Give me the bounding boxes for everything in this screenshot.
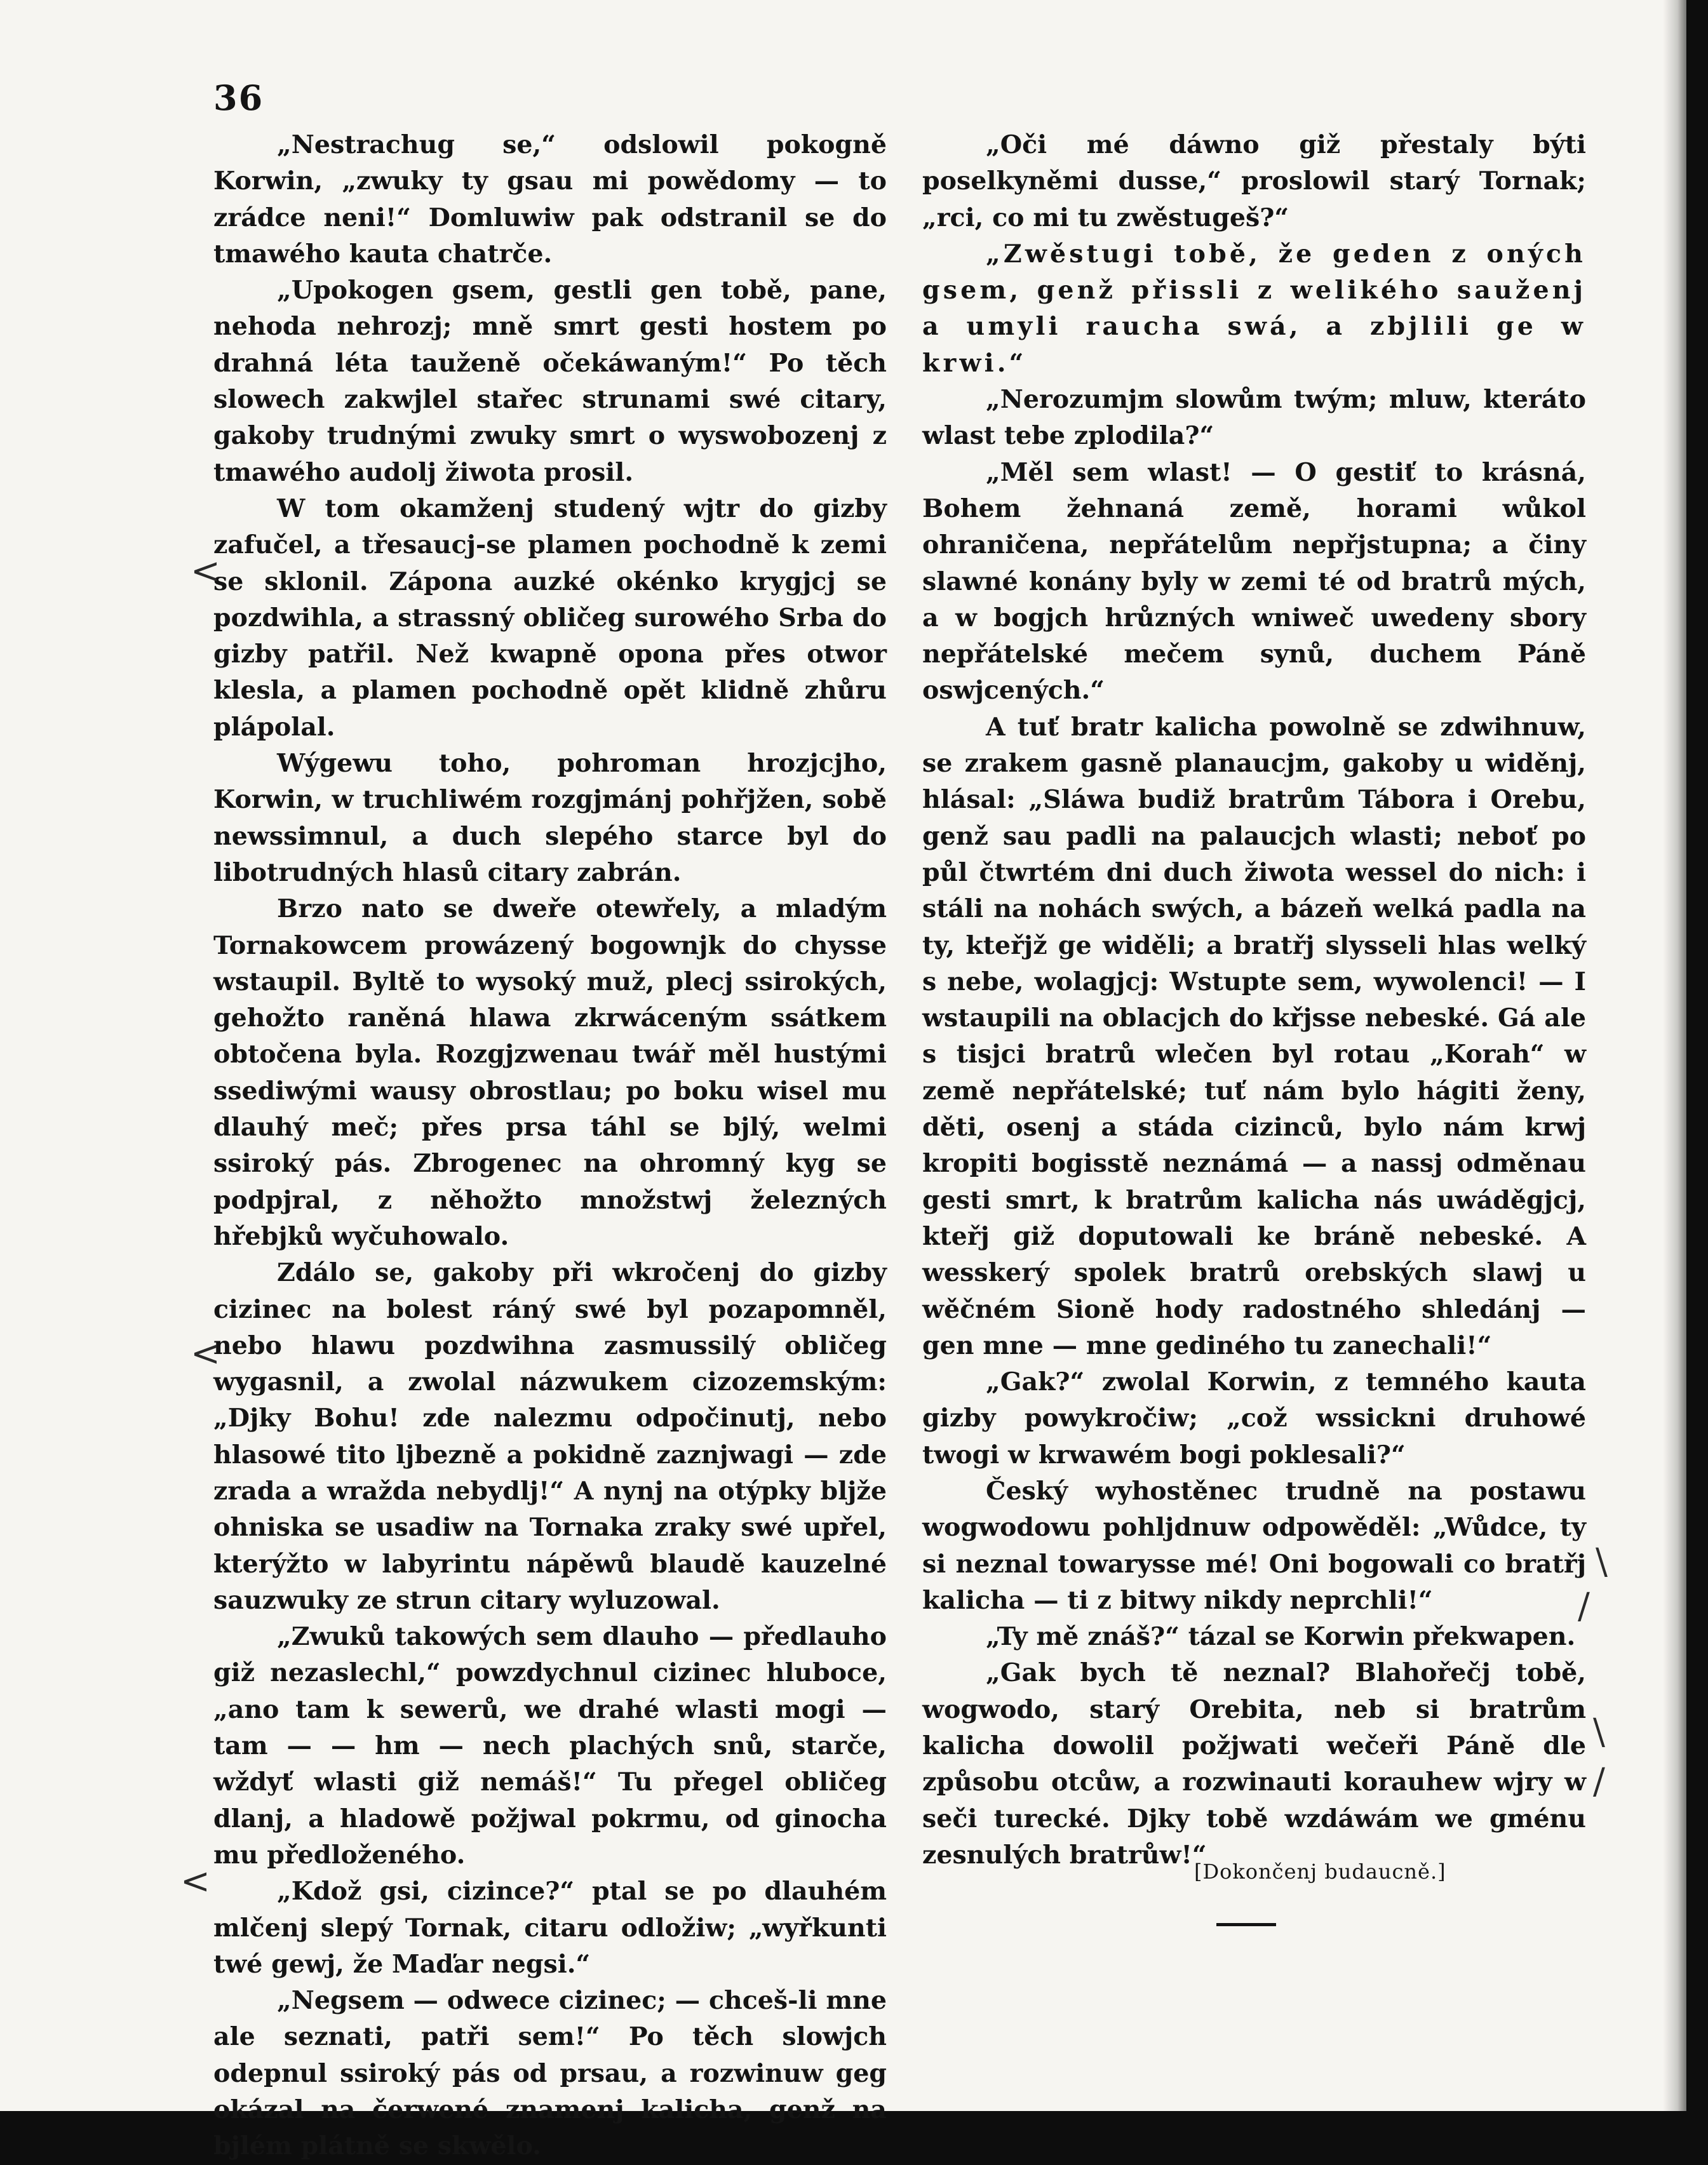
paragraph: „Oči mé dáwno giž přestaly býti poselkyněmi dusse,“ proslowil starý Tornak; „rci, co mi tu zwěstugeš?“: [922, 130, 1586, 232]
paragraph-spaced: „Zwěstugi tobě, že geden z oných gsem, genž přissli z welikého sauženj a umyli raucha swá, a zbjlili ge w krwi.“: [922, 239, 1586, 378]
paragraph: „Měl sem wlast! — O gestiť to krásná, Bohem žehnaná země, horami wůkol ohraničena, nepřátelům nepřjstupna; a činy slawné konány byly w zemi té od bratrů mých, a w bogjch hrůzných wniweč uwedeny sbory nepřátelské mečem synů, duchem Páně oswjcených.“: [922, 457, 1586, 706]
margin-mark: \: [1596, 1541, 1608, 1583]
margin-mark: /: [1593, 1761, 1605, 1802]
paragraph: Zdálo se, gakoby při wkročenj do gizby cizinec na bolest ráný swé byl pozapomněl, nebo hlawu pozdwihna zasmussilý obličeg wygasnil, a zwolal názwukem cizozemským: „Djky Bohu! zde nalezmu odpočinutj, nebo hlasowé tito ljbezně a pokidně zaznjwagi — zde zrada a wražda nebydlj!“ A nynj na otýpky bljže ohniska se usadiw na Tornaka zraky swé upřel, kterýžto w labyrintu nápěwů blaudě kauzelné sauzwuky ze strun citary wyluzowal.: [213, 1258, 887, 1615]
paragraph: Wýgewu toho, pohroman hrozjcjho, Korwin, w truchliwém rozgjmánj pohřjžen, sobě newssimnul, a duch slepého starce byl do libotrudných hlasů citary zabrán.: [213, 749, 887, 887]
right-column: [922, 127, 1586, 1873]
margin-mark: <: [191, 1333, 220, 1374]
paragraph: „Ty mě znáš?“ tázal se Korwin překwapen.: [986, 1622, 1576, 1652]
paragraph: Brzo nato se dweře otewřely, a mladým Tornakowcem prowázený bogownjk do chysse wstaupil. Byltě to wysoký muž, plecj ssirokých, gehožto raněná hlawa zkrwáceným ssátkem obtočena byla. Rozgjzwenau twář měl hustými ssediwými wausy obrostlau; po boku wisel mu dlauhý meč; přes prsa táhl se bjlý, welmi ssiroký pás. Zbrogenec na ohromný kyg se podpjral, z něhožto množstwj železných hřebjků wyčuhowalo.: [213, 894, 887, 1251]
left-column: [213, 127, 887, 2165]
paragraph: „Gak?“ zwolal Korwin, z temného kauta gizby powykročiw; „což wssickni druhowé twogi w krwawém bogi poklesali?“: [922, 1367, 1586, 1470]
paragraph: „Kdož gsi, cizince?“ ptal se po dlauhém mlčenj slepý Tornak, citaru odložiw; „wyřkunti twé gewj, že Maďar negsi.“: [213, 1877, 887, 1979]
paragraph: „Zwuků takowých sem dlauho — předlauho giž nezaslechl,“ powzdychnul cizinec hluboce, „ano tam k sewerů, we drahé wlasti mogi — tam — — hm — nech plachých snů, starče, wždyť wlasti giž nemáš!“ Tu přegel obličeg dlanj, a hladowě požjwal pokrmu, od ginocha mu předloženého.: [213, 1622, 887, 1870]
paragraph: „Negsem — odwece cizinec; — chceš-li mne ale seznati, patři sem!“ Po těch slowjch odepnul ssiroký pás od prsau, a rozwinuw geg okázal na čerwené znamenj kalicha, genž na bjlém plátně se skwělo.: [213, 1986, 887, 2161]
margin-mark: <: [180, 1861, 210, 1902]
margin-mark: /: [1578, 1586, 1590, 1627]
paragraph: „Upokogen gsem, gestli gen tobě, pane, nehoda nehrozj; mně smrt gesti hostem po drahná léta tauženě očekáwaným!“ Po těch slowech zakwjlel stařec strunami swé citary, gakoby trudnými zwuky smrt o wyswobozenj z tmawého audolj žiwota prosil.: [213, 276, 887, 487]
paragraph: W tom okamženj studený wjtr do gizby zafučel, a třesaucj-se plamen pochodně k zemi se sklonil. Zápona auzké okénko krygjcj se pozdwihla, a strassný obličeg surowého Srba do gizby patřil. Než kwapně opona přes otwor klesla, a plamen pochodně opět klidně zhůru plápolal.: [213, 493, 887, 742]
paragraph: „Gak bych tě neznal? Blahořečj tobě, wogwodo, starý Orebita, neb si bratrům kalicha dowolil požjwati wečeři Páně dle způsobu otcůw, a rozwinauti korauhew wjry w seči turecké. Djky tobě wzdáwám we gménu zesnulých bratrůw!“: [922, 1658, 1586, 1870]
paragraph: A tuť bratr kalicha powolně se zdwihnuw, se zrakem gasně planaucjm, gakoby u widěnj, hlásal: „Sláwa budiž bratrům Tábora i Orebu, genž sau padli na palaucjch wlasti; neboť po půl čtwrtém dni duch žiwota wessel do nich: i stáli na nohách swých, a bázeň welká padla na ty, kteřjž ge widěli; a bratřj slysseli hlas welký s nebe, wolagjcj: Wstupte sem, wywolenci! — I wstaupili na oblacjch do křjsse nebeské. Gá ale s tisjci bratrů wlečen byl rotau „Korah“ w země nepřátelské; tuť nám bylo hágiti ženy, děti, osenj a stáda cizinců, bylo nám krwj kropiti bogisstě neznámá — a nassj odměnau gesti smrt, k bratrům kalicha nás uwáděgjcj, kteřj giž doputowali ke bráně nebeské. A wesskerý spolek bratrů orebských slawj u wěčném Sioně hody radostného shledánj — gen mne — mne gediného tu zanechali!“: [922, 712, 1586, 1360]
margin-mark: \: [1593, 1712, 1605, 1753]
paragraph: Český wyhostěnec trudně na postawu wogwodowu pohljdnuw odpowěděl: „Wůdce, ty si neznal towarysse mé! Oni bogowali co bratřj kalicha — ti z bitwy nikdy neprchli!“: [922, 1476, 1586, 1615]
paragraph: „Nestrachug se,“ odslowil pokogně Korwin, „zwuky ty gsau mi powědomy — to zrádce neni!“ Domluwiw pak odstranil se do tmawého kauta chatrče.: [213, 130, 887, 269]
end-rule: [1216, 1923, 1276, 1926]
margin-mark: <: [191, 551, 220, 592]
paragraph: „Nerozumjm slowům twým; mluw, kteráto wlast tebe zplodila?“: [922, 385, 1586, 451]
page-number: 36: [213, 77, 264, 118]
continuation-note: [Dokončenj budaucně.]: [1194, 1860, 1446, 1884]
page-edge-shadow: [1663, 0, 1687, 2111]
